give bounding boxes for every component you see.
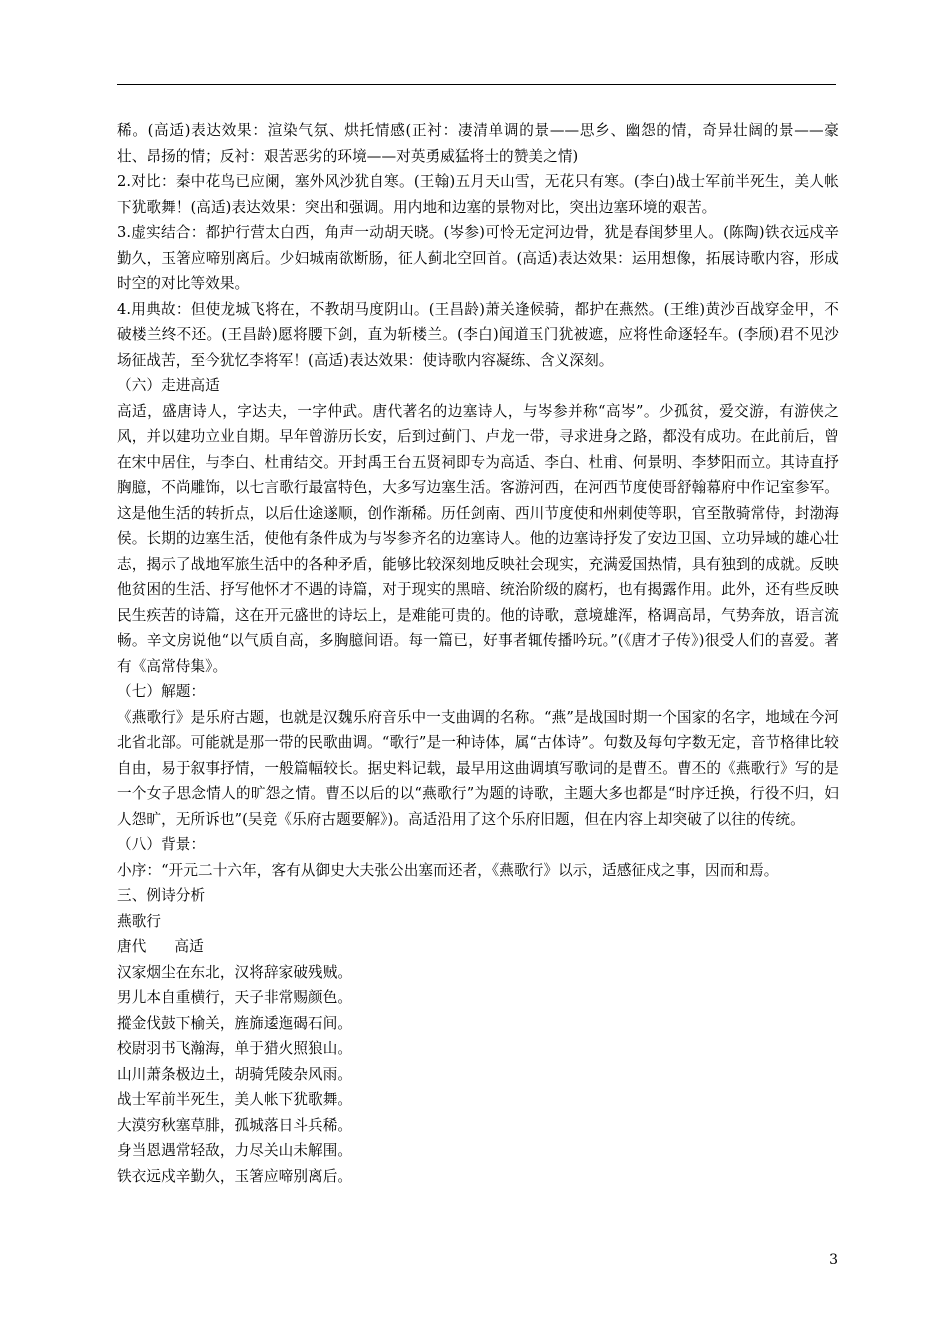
poem-byline <box>117 934 839 960</box>
section-heading-poem-analysis: 三、例诗分析 <box>117 887 206 904</box>
poem-line: 身当恩遇常轻敌，力尽关山未解围。 <box>117 1142 353 1159</box>
section-heading-title-explanation: （七）解题： <box>117 683 206 700</box>
paragraph-gao-shi-bio: 高适，盛唐诗人，字达夫，一字仲武。唐代著名的边塞诗人，与岑参并称“高岑”。少孤贫，爱交游，有游侠之风，并以建功立业自期。早年曾游历长安，后到过蓟门、卢龙一带，寻求进身之路，都没有成功。在此前后，曾在宋中居住，与李白、杜甫结交。开封禹王台五贤祠即专为高适、李白、杜甫、何景明、李梦阳而立。其诗直抒胸臆，不尚雕饰，以七言歌行最富特色，大多写边塞生活。客游河西，在河西节度使哥舒翰幕府中作记室参军。这是他生活的转折点，以后仕途遂顺，创作渐稀。历任剑南、西川节度使和州刺使等职，官至散骑常侍，封渤海侯。长期的边塞生活，使他有条件成为与岑参齐名的边塞诗人。他的边塞诗抒发了安边卫国、立功异域的雄心壮志，揭示了战地军旅生活中的各种矛盾，能够比较深刻地反映社会现实，充满爱国热情，具有独到的成就。反映他贫困的生活、抒写他怀才不遇的诗篇，对于现实的黑暗、统治阶级的腐朽，也有揭露作用。此外，还有些反映民生疾苦的诗篇，这在开元盛世的诗坛上，是难能可贵的。他的诗歌，意境雄浑，格调高昂，气势奔放，语言流畅。辛文房说他“以气质自高，多胸臆间语。每一篇已，好事者辄传播吟玩。”(《唐才子传》)很受人们的喜爱。著有《高常侍集》。 <box>117 402 839 675</box>
section-heading-background: （八）背景： <box>117 836 206 853</box>
paragraph-real-virtual: 3.虚实结合：都护行营太白西，角声一动胡天晓。(岑参)可怜无定河边骨，犹是春闺梦里人。(陈陶)铁衣远戍辛勤久，玉箸应啼别离后。少妇城南欲断肠，征人蓟北空回首。(高适)表达效果：运用想像，拓展诗歌内容，形成时空的对比等效果。 <box>117 224 839 292</box>
poem-line: 男儿本自重横行，天子非常赐颜色。 <box>117 989 353 1006</box>
poem <box>117 909 839 1190</box>
poem-title: 燕歌行 <box>117 912 162 930</box>
poem-line: 摐金伐鼓下榆关，旌旆逶迤碣石间。 <box>117 1014 353 1032</box>
page-number: 3 <box>829 1252 838 1268</box>
paragraph-preface: 小序：“开元二十六年，客有从御史大夫张公出塞而还者，《燕歌行》以示，适感征戍之事，因而和焉。 <box>117 861 779 879</box>
poem-line: 大漠穷秋塞草腓，孤城落日斗兵稀。 <box>117 1116 353 1134</box>
poem-line: 山川萧条极边土，胡骑凭陵杂风雨。 <box>117 1065 353 1083</box>
poem-line: 铁衣远戍辛勤久，玉箸应啼别离后。 <box>117 1167 353 1185</box>
paragraph-comparison: 2.对比：秦中花鸟已应阑，塞外风沙犹自寒。(王翰)五月天山雪，无花只有寒。(李白)战士军前半死生，美人帐下犹歌舞！(高适)表达效果：突出和强调。用内地和边塞的景物对比，突出边塞环境的艰苦。 <box>117 173 839 216</box>
paragraph-allusion: 4.用典故：但使龙城飞将在，不教胡马度阴山。(王昌龄)萧关逢候骑，都护在燕然。(王维)黄沙百战穿金甲，不破楼兰终不还。(王昌龄)愿将腰下剑，直为斩楼兰。(李白)闻道玉门犹被遮，应将性命逐轻车。(李颀)君不见沙场征战苦，至今犹忆李将军！(高适)表达效果：使诗歌内容凝练、含义深刻。 <box>117 300 839 369</box>
section-heading-gao-shi: （六）走进高适 <box>117 377 220 394</box>
paragraph-contrast-effect: 稀。(高适)表达效果：渲染气氛、烘托情感(正衬：凄清单调的景——思乡、幽怨的情，奇异壮阔的景——豪壮、昂扬的情；反衬：艰苦恶劣的环境——对英勇威猛将士的赞美之情) <box>117 122 839 165</box>
poem-dynasty: 唐代 <box>117 938 147 955</box>
poem-line: 战士军前半死生，美人帐下犹歌舞。 <box>117 1091 353 1108</box>
header-rule <box>117 84 836 85</box>
paragraph-title-explanation: 《燕歌行》是乐府古题，也就是汉魏乐府音乐中一支曲调的名称。“燕”是战国时期一个国家的名字，地域在今河北省北部。可能就是那一带的民歌曲调。“歌行”是一种诗体，属“古体诗”。句数及每句字数无定，音节格律比较自由，易于叙事抒情，一般篇幅较长。据史料记载，最早用这曲调填写歌词的是曹丕。曹丕的《燕歌行》写的是一个女子思念情人的旷怨之情。曹丕以后的以“燕歌行”为题的诗歌，主题大多也都是“时序迁换，行役不归，妇人怨旷，无所诉也”(吴竞《乐府古题要解》)。高适沿用了这个乐府旧题，但在内容上却突破了以往的传统。 <box>117 708 839 828</box>
document-body <box>117 118 839 1189</box>
poem-line: 汉家烟尘在东北，汉将辞家破残贼。 <box>117 963 353 981</box>
poem-line: 校尉羽书飞瀚海，单于猎火照狼山。 <box>117 1040 353 1057</box>
poem-author: 高适 <box>174 938 204 955</box>
